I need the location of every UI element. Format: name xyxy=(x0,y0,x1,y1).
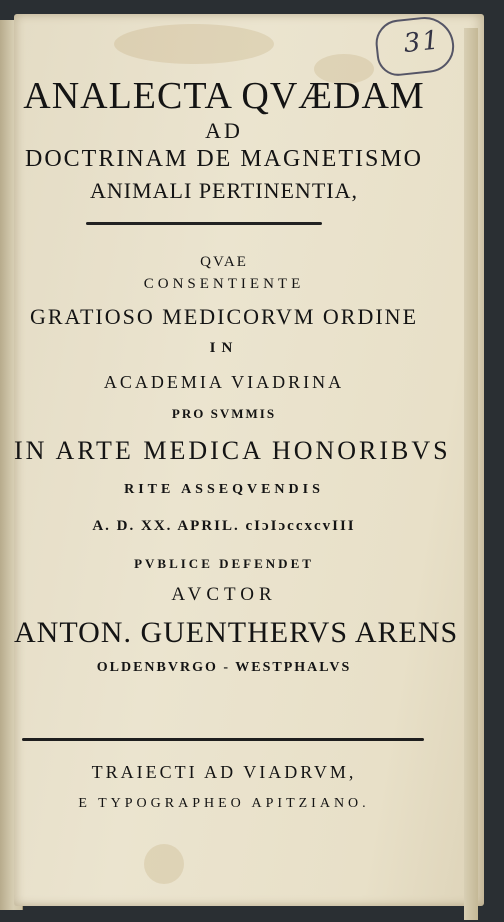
title-divider xyxy=(86,222,322,225)
imprint-place: TRAIECTI AD VIADRVM, xyxy=(91,762,357,782)
paper-stain xyxy=(114,24,274,64)
author-name: ANTON. GUENTHERVS ARENS xyxy=(14,616,459,649)
title-line-2: AD xyxy=(205,118,243,143)
auctor-line: AVCTOR xyxy=(171,584,277,605)
date-line: A. D. XX. APRIL. cIɔIɔccxcvIII xyxy=(92,518,356,534)
page-fold xyxy=(464,28,478,920)
quae-line: QVAE xyxy=(200,254,248,270)
pro-summis-line: PRO SVMMIS xyxy=(171,406,277,421)
ordine-line: GRATIOSO MEDICORVM ORDINE xyxy=(29,304,419,329)
title-line-3: DOCTRINAM DE MAGNETISMO xyxy=(25,146,423,172)
honoribus-line: IN ARTE MEDICA HONORIBVS xyxy=(14,436,451,465)
paper-stain xyxy=(144,844,184,884)
imprint-divider xyxy=(22,738,424,741)
academia-line: ACADEMIA VIADRINA xyxy=(103,372,345,392)
shelf-mark-number: 31 xyxy=(402,25,443,60)
title-line-4: ANIMALI PERTINENTIA, xyxy=(90,178,358,203)
defendet-line: PVBLICE DEFENDET xyxy=(134,556,314,571)
consentiente-line: CONSENTIENTE xyxy=(143,276,305,292)
assequendis-line: RITE ASSEQVENDIS xyxy=(124,482,324,497)
author-origin: OLDENBVRGO - WESTPHALVS xyxy=(96,660,352,675)
in-line: IN xyxy=(209,340,239,356)
imprint-printer: E TYPOGRAPHEO APITZIANO. xyxy=(78,796,370,811)
title-line-1: ANALECTA QVÆDAM xyxy=(23,75,425,117)
